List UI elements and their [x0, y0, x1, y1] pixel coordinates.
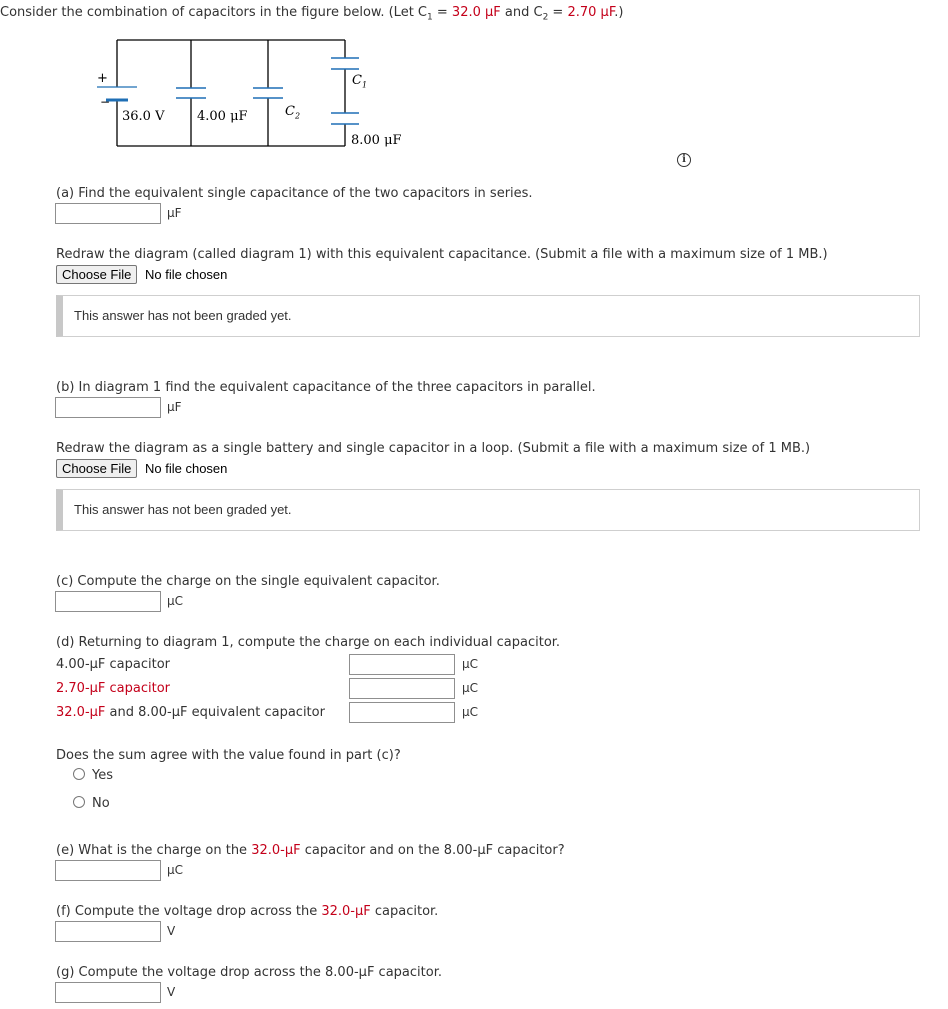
- radio-yes-label[interactable]: Yes: [92, 768, 113, 783]
- capacitor-4uf-symbol: [176, 88, 206, 98]
- radio-no-label[interactable]: No: [92, 796, 110, 811]
- part-g-unit: V: [167, 985, 176, 999]
- sum-agree-question: Does the sum agree with the value found in part (c)?: [56, 748, 401, 763]
- redraw2-choose-file-button[interactable]: Choose File: [56, 459, 137, 478]
- problem-intro: Consider the combination of capacitors in the figure below. (Let $C_1 = 32.0$ μF and $C_2 = 2.70$ μF.): [0, 5, 624, 23]
- part-g-answer-input[interactable]: [55, 982, 161, 1003]
- redraw1-file-status: No file chosen: [145, 267, 228, 282]
- part-e-unit: μC: [167, 863, 184, 877]
- capacitor-8uf-symbol: [331, 113, 359, 124]
- part-e-answer-input[interactable]: [55, 860, 161, 881]
- part-d-row-unit: μC: [462, 657, 479, 671]
- part-a-unit: μF: [167, 206, 182, 220]
- part-b-answer-input[interactable]: [55, 397, 161, 418]
- c1-value: 32.0 μF: [451, 5, 501, 20]
- part-c-unit: μC: [167, 594, 184, 608]
- part-d-row-label: 32.0-μF and 8.00-μF equivalent capacitor: [56, 705, 325, 720]
- part-a-question: (a) Find the equivalent single capacitance of the two capacitors in series.: [56, 186, 533, 201]
- part-g-question: (g) Compute the voltage drop across the 8.00-μF capacitor.: [56, 965, 442, 980]
- capacitor-c1-symbol: [331, 58, 359, 69]
- battery-plus-sign: +: [97, 71, 108, 86]
- part-a-answer-input[interactable]: [55, 203, 161, 224]
- redraw1-choose-file-button[interactable]: Choose File: [56, 265, 137, 284]
- part-d-4uf-charge-input[interactable]: [349, 654, 455, 675]
- c1-subscript: 1: [427, 12, 433, 23]
- capacitor-c2-symbol: [253, 88, 283, 98]
- redraw1-prompt: Redraw the diagram (called diagram 1) with this equivalent capacitance. (Submit a file with a maximum size of 1 MB.): [56, 247, 828, 262]
- part-f-answer-input[interactable]: [55, 921, 161, 942]
- part-f-question: (f) Compute the voltage drop across the 32.0-μF capacitor.: [56, 904, 439, 919]
- part-f-unit: V: [167, 924, 176, 938]
- part-c-question: (c) Compute the charge on the single equivalent capacitor.: [56, 574, 440, 589]
- redraw2-prompt: Redraw the diagram as a single battery and single capacitor in a loop. (Submit a file with a maximum size of 1 MB.): [56, 441, 811, 456]
- part-d-row-unit: μC: [462, 705, 479, 719]
- capacitor-8uf-label: 8.00 μF: [351, 133, 402, 148]
- redraw1-grade-status: This answer has not been graded yet.: [56, 295, 920, 337]
- redraw2-grade-status: This answer has not been graded yet.: [56, 489, 920, 531]
- part-e-question: (e) What is the charge on the 32.0-μF capacitor and on the 8.00-μF capacitor?: [56, 843, 565, 858]
- battery-voltage-label: 36.0 V: [122, 109, 165, 124]
- part-d-2.7uf-charge-input[interactable]: [349, 678, 455, 699]
- part-c-answer-input[interactable]: [55, 591, 161, 612]
- c2-value: 2.70 μF: [567, 5, 615, 20]
- part-d-equivalent-charge-input[interactable]: [349, 702, 455, 723]
- radio-yes[interactable]: [73, 768, 85, 780]
- redraw2-file-status: No file chosen: [145, 461, 228, 476]
- part-d-row-label: 4.00-μF capacitor: [56, 657, 171, 672]
- capacitor-4uf-label: 4.00 μF: [197, 109, 248, 124]
- part-d-row-unit: μC: [462, 681, 479, 695]
- part-b-unit: μF: [167, 400, 182, 414]
- part-d-row-label: 2.70-μF capacitor: [56, 681, 171, 696]
- info-icon[interactable]: i: [677, 153, 691, 167]
- battery-minus-sign: −: [100, 95, 111, 109]
- c2-label: $C_2$: [285, 104, 301, 121]
- c2-subscript: 2: [542, 12, 549, 23]
- c1-label: $C_1$: [352, 73, 368, 90]
- part-b-question: (b) In diagram 1 find the equivalent capacitance of the three capacitors in parallel.: [56, 380, 596, 395]
- radio-no[interactable]: [73, 796, 85, 808]
- part-d-question: (d) Returning to diagram 1, compute the charge on each individual capacitor.: [56, 635, 561, 650]
